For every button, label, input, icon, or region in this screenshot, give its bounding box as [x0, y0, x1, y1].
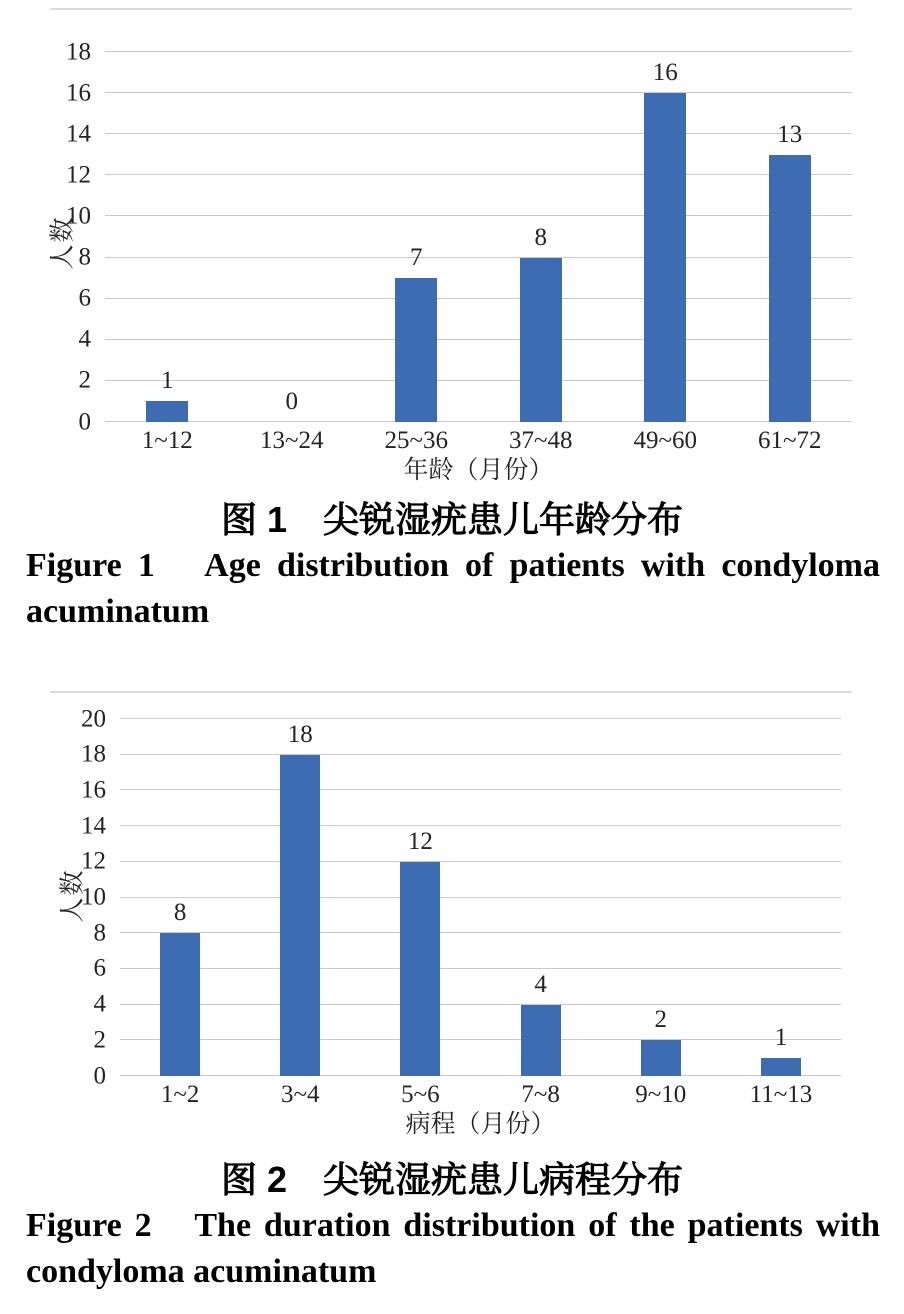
bar-column: [721, 719, 841, 1076]
x-axis-title: 病程（月份）: [405, 1111, 556, 1138]
x-category-label: 1~12: [141, 427, 193, 454]
x-category-label: 9~10: [635, 1081, 687, 1108]
y-axis-title: 人数: [49, 215, 77, 270]
x-axis-title: 年龄（月份）: [403, 457, 554, 484]
x-category-label: 49~60: [633, 427, 698, 454]
bar-value-label: 18: [287, 720, 313, 748]
figure-2-block: [0, 691, 904, 1295]
x-axis-category-labels: [120, 1081, 841, 1109]
x-category-label: 25~36: [384, 427, 449, 454]
bar: [395, 278, 437, 422]
y-tick-label: 14: [81, 812, 106, 840]
bar: [641, 1040, 681, 1076]
bar-value-label: 1: [161, 367, 174, 395]
bar-value-label: 1: [774, 1024, 788, 1052]
bar-column: [603, 52, 728, 422]
bar: [400, 862, 440, 1076]
y-tick-label: 18: [81, 740, 106, 768]
bar-value-label: 12: [407, 827, 433, 855]
bar: [761, 1058, 801, 1076]
y-tick-label: 6: [93, 954, 106, 982]
y-tick-label: 8: [78, 243, 91, 271]
bar-column: [230, 52, 355, 422]
y-tick-label: 2: [93, 1026, 106, 1054]
bar-column: [481, 719, 601, 1076]
y-tick-label: 10: [81, 883, 106, 911]
bar: [280, 755, 320, 1076]
caption-en-line: Figure 1 Age distribution of patients with condyloma: [26, 547, 880, 584]
bar-column: [120, 719, 240, 1076]
caption-en-line: condyloma acuminatum: [26, 1253, 377, 1290]
y-tick-label: 10: [66, 202, 91, 230]
x-category-label: 37~48: [508, 427, 573, 454]
y-tick-label: 16: [66, 79, 91, 107]
bar-column: [479, 52, 604, 422]
caption-en-line: Figure 2 The duration distribution of the patients with: [26, 1207, 880, 1244]
x-category-label: 5~6: [401, 1081, 440, 1108]
x-category-label: 1~2: [160, 1081, 200, 1108]
y-tick-label: 14: [66, 120, 91, 148]
x-category-label: 7~8: [521, 1081, 560, 1108]
x-category-label: 3~4: [280, 1081, 320, 1108]
y-tick-label: 20: [81, 705, 106, 732]
plot-area: [66, 38, 852, 435]
y-tick-label: 12: [81, 847, 106, 875]
bar-value-label: 16: [652, 59, 678, 87]
y-tick-label: 4: [78, 325, 91, 353]
bar-value-label: 8: [173, 899, 187, 927]
bar-value-label: 8: [534, 223, 547, 251]
y-axis-title: 人数: [59, 868, 87, 923]
bar-column: [728, 52, 853, 422]
bar-column: [240, 719, 360, 1076]
y-tick-label: 12: [66, 161, 91, 189]
bar: [644, 93, 686, 422]
bar-column: [354, 52, 479, 422]
bar-value-label: 7: [410, 244, 423, 272]
bar: [160, 933, 200, 1076]
bar: [146, 401, 188, 422]
bar-value-label: 13: [777, 120, 803, 148]
bar-column: [601, 719, 721, 1076]
bar: [520, 258, 562, 422]
plot-area: [81, 705, 841, 1089]
x-category-label: 13~24: [259, 427, 324, 454]
bar-value-label: 2: [654, 1006, 668, 1034]
figure-1-caption-zh: 图 1 尖锐湿疣患儿年龄分布: [220, 499, 684, 540]
y-tick-label: 0: [93, 1062, 106, 1089]
y-tick-label: 4: [93, 990, 106, 1018]
y-tick-label: 0: [78, 408, 91, 435]
figure-1-block: [0, 8, 904, 635]
figure-2-caption-zh: 图 2 尖锐湿疣患儿病程分布: [220, 1159, 684, 1200]
bar: [769, 155, 811, 422]
bar-series: [120, 719, 841, 1076]
y-tick-label: 16: [81, 776, 106, 804]
y-tick-label: 6: [78, 284, 91, 312]
bar-value-label: 0: [285, 388, 298, 415]
caption-en-line: acuminatum: [26, 593, 210, 630]
x-category-label: 61~72: [757, 427, 822, 454]
chart-top-border: [50, 691, 852, 693]
x-category-label: 11~13: [749, 1081, 813, 1108]
bar-column: [105, 52, 230, 422]
x-axis-category-labels: [105, 427, 852, 455]
y-tick-label: 18: [66, 38, 91, 65]
figure-1-caption-en: [0, 543, 904, 635]
figure-2-caption-en: [0, 1203, 904, 1295]
bar-column: [360, 719, 480, 1076]
bar-series: [105, 52, 852, 422]
y-tick-label: 2: [78, 366, 91, 394]
chart-top-border: [50, 8, 852, 10]
bar: [521, 1005, 561, 1076]
bar-value-label: 4: [534, 970, 547, 998]
y-tick-label: 8: [93, 919, 106, 947]
